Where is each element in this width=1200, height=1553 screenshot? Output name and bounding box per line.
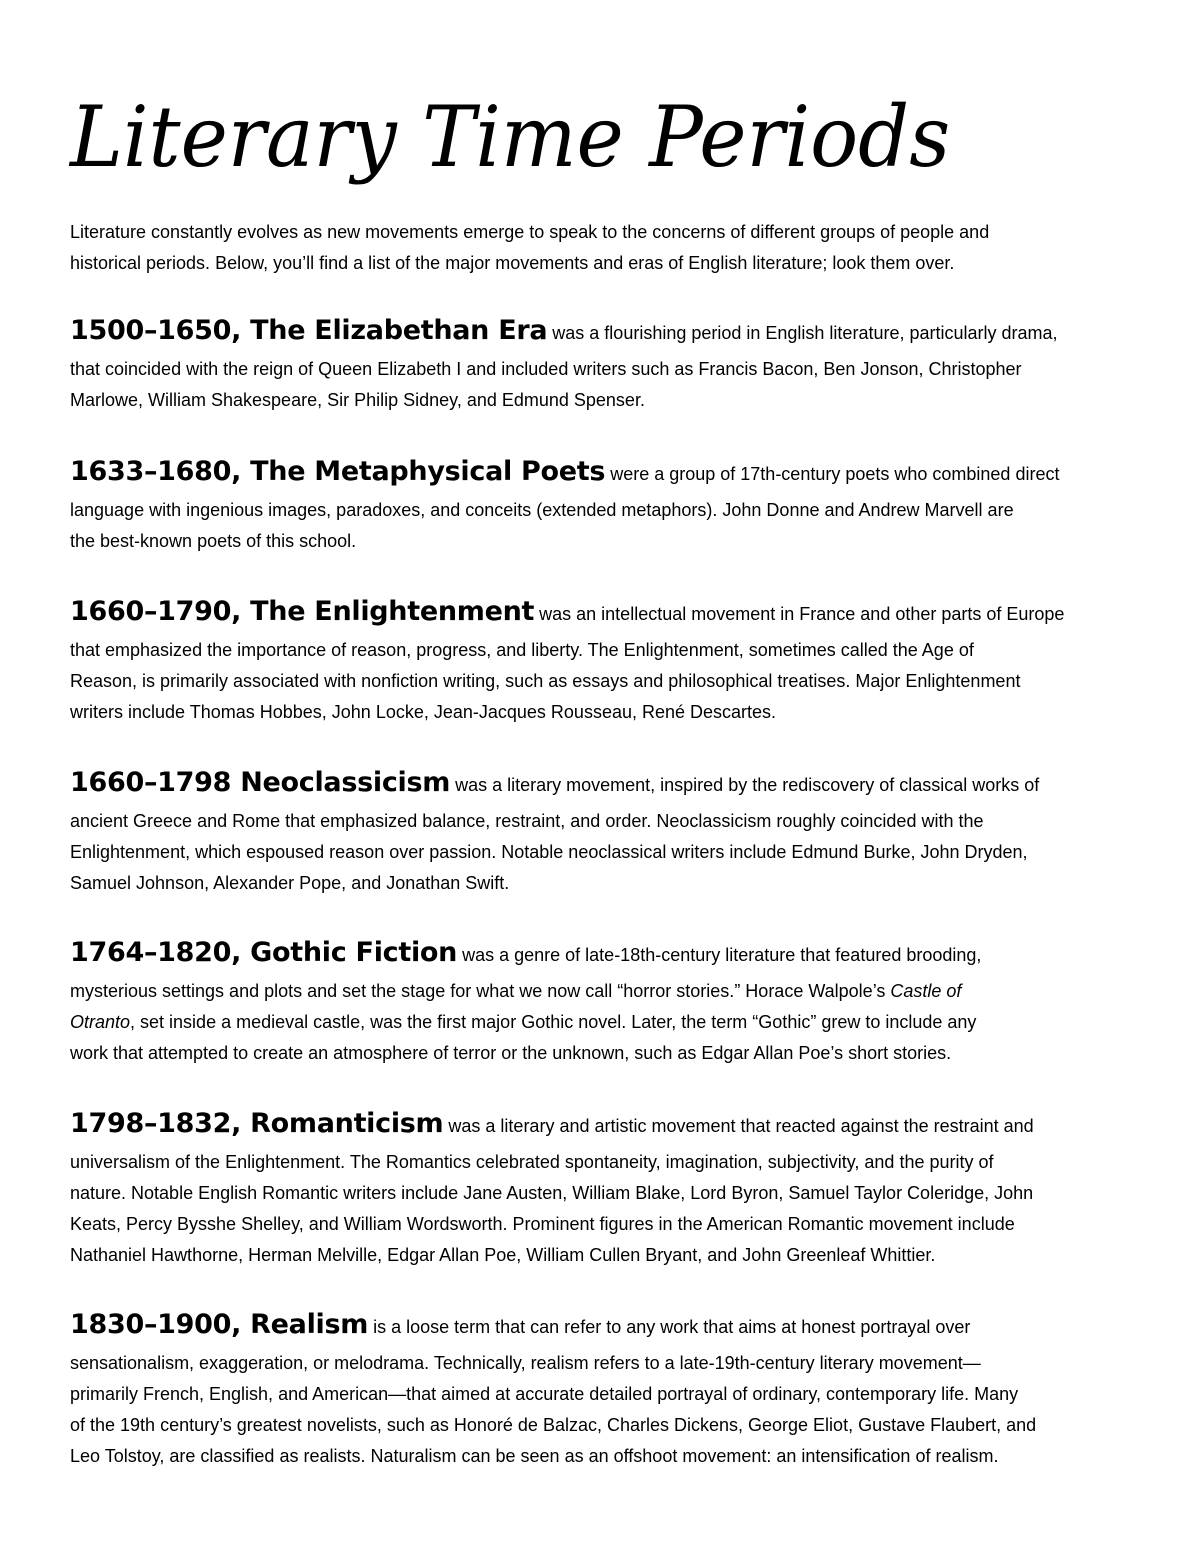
entry-first-line [70,764,1132,806]
entry-line: Leo Tolstoy, are classified as realists. Naturalism can be seen as an offshoot movement: an intensification of realism. [70,1446,999,1466]
entry-text: was a literary and artistic movement that reacted against the restraint and [443,1116,1034,1136]
period-entry-elizabethan [70,312,1132,416]
book-title: Otranto [70,1012,131,1032]
period-entry-gothic [70,934,1132,1069]
entry-heading: 1764–1820, Gothic Fiction [70,937,458,968]
entry-line: universalism of the Enlightenment. The Romantics celebrated spontaneity, imagination, subjectivity, and the purity of [70,1152,994,1172]
entry-line: that emphasized the importance of reason, progress, and liberty. The Enlightenment, sometimes called the Age of [70,640,974,660]
entry-line: Samuel Johnson, Alexander Pope, and Jonathan Swift. [70,873,510,893]
entry-line: work that attempted to create an atmosphere of terror or the unknown, such as Edgar Allan Poe’s short stories. [70,1043,952,1063]
entry-body [70,976,1132,1069]
entry-text: , set inside a medieval castle, was the first major Gothic novel. Later, the term “Gothic” grew to include any [130,1012,977,1032]
entry-line: ancient Greece and Rome that emphasized balance, restraint, and order. Neoclassicism roughly coincided with the [70,811,984,831]
entry-first-line [70,453,1132,495]
entry-heading: 1633–1680, The Metaphysical Poets [70,456,606,487]
entry-body [70,806,1132,899]
entry-text: is a loose term that can refer to any work that aims at honest portrayal over [368,1317,971,1337]
entry-line: of the 19th century’s greatest novelists, such as Honoré de Balzac, Charles Dickens, George Eliot, Gustave Flaubert, and [70,1415,1037,1435]
entry-body [70,354,1132,416]
period-entry-realism [70,1306,1132,1472]
intro-line: historical periods. Below, you’ll find a list of the major movements and eras of English literature; look them over. [70,253,955,273]
entry-first-line [70,1306,1132,1348]
entry-line: that coincided with the reign of Queen Elizabeth I and included writers such as Francis Bacon, Ben Jonson, Christopher [70,359,1022,379]
book-title: Castle of [890,981,962,1001]
entry-first-line [70,934,1132,976]
entry-line: Marlowe, William Shakespeare, Sir Philip Sidney, and Edmund Spenser. [70,390,645,410]
period-entry-enlightenment [70,593,1132,728]
entry-line: Keats, Percy Bysshe Shelley, and William Wordsworth. Prominent figures in the American Romantic movement include [70,1214,1015,1234]
entry-body [70,495,1132,557]
entry-first-line [70,312,1132,354]
entry-text: was a flourishing period in English literature, particularly drama, [547,323,1058,343]
entry-heading: 1500–1650, The Elizabethan Era [70,315,548,346]
entry-line: primarily French, English, and American—that aimed at accurate detailed portrayal of ordinary, contemporary life. Many [70,1384,1019,1404]
intro-paragraph [70,217,1132,279]
entry-heading: 1798–1832, Romanticism [70,1108,444,1139]
entry-line: writers include Thomas Hobbes, John Locke, Jean-Jacques Rousseau, René Descartes. [70,702,777,722]
entry-text: were a group of 17th-century poets who combined direct [605,464,1060,484]
entry-line: Enlightenment, which espoused reason over passion. Notable neoclassical writers include Edmund Burke, John Dryden, [70,842,1028,862]
page-title: Literary Time Periods [70,88,951,186]
entry-text: was a genre of late-18th-century literature that featured brooding, [457,945,982,965]
entry-heading: 1830–1900, Realism [70,1309,369,1340]
intro-line: Literature constantly evolves as new movements emerge to speak to the concerns of different groups of people and [70,222,990,242]
entry-body [70,1348,1132,1472]
period-entry-romanticism [70,1105,1132,1271]
entry-line: nature. Notable English Romantic writers include Jane Austen, William Blake, Lord Byron, Samuel Taylor Coleridge, John [70,1183,1034,1203]
entry-heading: 1660–1798 Neoclassicism [70,767,451,798]
entry-text: was an intellectual movement in France and other parts of Europe [534,604,1065,624]
entry-first-line [70,1105,1132,1147]
entry-line: Reason, is primarily associated with nonfiction writing, such as essays and philosophical treatises. Major Enlightenment [70,671,1021,691]
period-entry-neoclassicism [70,764,1132,899]
entry-first-line [70,593,1132,635]
entry-line: Nathaniel Hawthorne, Herman Melville, Edgar Allan Poe, William Cullen Bryant, and John Greenleaf Whittier. [70,1245,936,1265]
period-entry-metaphysical [70,453,1132,557]
entry-text: was a literary movement, inspired by the rediscovery of classical works of [450,775,1040,795]
entry-line [70,976,1132,1007]
entry-heading: 1660–1790, The Enlightenment [70,596,535,627]
entry-line: language with ingenious images, paradoxes, and conceits (extended metaphors). John Donne and Andrew Marvell are [70,500,1014,520]
entry-body [70,1147,1132,1271]
entry-line: the best-known poets of this school. [70,531,357,551]
entry-line [70,1007,1132,1038]
entry-line: sensationalism, exaggeration, or melodrama. Technically, realism refers to a late-19th-century literary movement— [70,1353,981,1373]
entry-text: mysterious settings and plots and set the stage for what we now call “horror stories.” Horace Walpole’s [70,981,891,1001]
entry-body [70,635,1132,728]
